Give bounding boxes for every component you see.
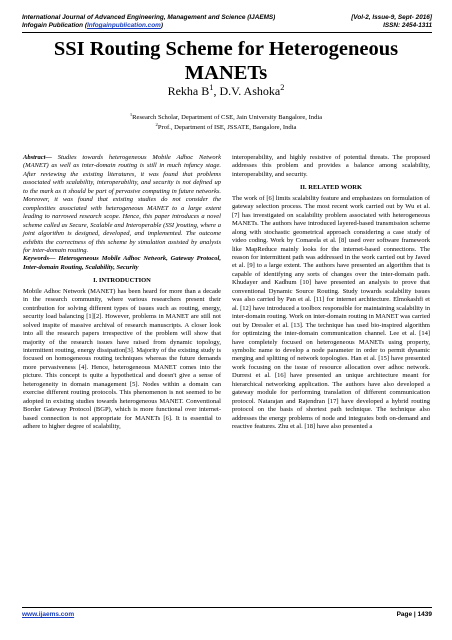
related-work-text: The work of [6] limits scalability feature and emphasizes on formulation of gateway selection process. The most recent work carried out by Wu et al. [7] has investigated on scalability problem associated with heterogeneous MANETs. The authors have introduced layered-based transmission scheme along with stochastic geometrical approach considering a case study of video coding. Work by Comarela et al. [8] used over software framework like MapReduce mainly looks for the internet-based connections. The reason for intermittent path was addressed in the work carried out by Javed et al. [9] to a large extent. The authors have presented an algorithm that is capable of identifying any sorts of changes over the inter-domain path. Khudayer and Kadhum [10] have presented an analysis to prove that conventional Dynamic Source Routing. Study towards scalability issues was also carried by Pan et al. [11] for internet architecture. Elmokashfi et al. [12] have introduced a toolbox responsible for maintaining scalability in inter-domain routing. Work on inter-domain routing in MANET was carried out by Dressler et al. [13]. The technique has used bio-inspired algorithm for optimizing the inter-domain communication channel. Lee et al. [14] have completely focused on heterogeneous MANETs using property, symbolic name to develop a node parameter in order to permit dynamic merging and splitting of network topologies. Han et al. [15] have presented work focusing on the issue of resource allocation over adhoc network. Durresi et al. [16] have presented an unique architecture meant for hierarchical networking application. The authors have also developed a gateway module for performing translation of different communication protocol. Natarajan and Rajendran [17] have developed a hybrid routing protocol on the basis of shortest path technique. The technique also addresses the energy problems of node and integrates both on-demand and reactive features. Zhu et al. [18] have also presented a [232,194,430,431]
introduction-text: Mobile Adhoc Network (MANET) has been heard for more than a decade in the research community, where various researchers present their contribution for solving different types of issues such as routing, energy, security load balancing [1][2]. However, problems in MANET are still not solved inspite of massive archival of research manuscripts. A closer look into all the research papers irrespective of the problem will show that majority of the research issues have raised from dynamic topology, intermittent routing, energy dissipation[3]. Majority of the existing study is focused on homogeneous routing techniques whereas the future demands more pervasiveness [4]. Hence, heterogeneous MANET comes into the picture. This concept is quite a hypothetical and doesn't give a sense of heterogeneity in domain management [5]. Nodes within a domain can exercise different routing protocols. This phenomenon is not seemed to be adopted in existing studies towards heterogeneous MANET. Conventional Border Gateway Protocol (BGP), which is more functional over internet-based connection is not appropriate for MANETs [6]. It is essential to adhere to higher degree of scalability, [23,287,221,431]
author-2-sup: 2 [280,83,285,92]
affiliation-2-sup: 2 [155,121,158,127]
affiliation-1 [40,113,412,122]
issn: ISSN: 2454-1311 [383,22,432,29]
publisher-prefix: Infogain Publication ( [22,22,87,29]
page-number: Page | 1439 [396,611,432,618]
left-column [23,154,221,432]
author-2: D.V. Ashoka [219,84,281,98]
author-1: Rekha B [167,84,210,98]
affiliation-1-text: Research Scholar, Department of CSE, Jain University Bangalore, India [132,114,323,121]
introduction-continued: interoperability, and highly resistive of potential threats. The proposed addresses this problem and provides a balance among scalability, interoperability, and security. [232,154,430,178]
affiliation-2 [40,123,412,132]
abstract-dash: — [45,154,58,161]
author-line [60,84,392,98]
abstract-label: Abstract [23,154,46,161]
abstract [23,154,221,255]
journal-name: International Journal of Advanced Engineering, Management and Science (IJAEMS) [22,14,276,21]
keywords [23,255,221,272]
volume-issue: [Vol-2, Issue-9, Sept- 2016] [351,14,432,21]
header-divider [22,32,432,33]
publisher-suffix: ) [160,22,163,29]
paper-title: SSI Routing Scheme for Heterogeneous MANETs [53,38,399,84]
right-column [232,154,430,432]
section-heading-related-work: II. RELATED WORK [299,184,363,192]
running-header-line1 [22,14,432,22]
footer-url[interactable]: www.ijaems.com [22,611,75,618]
keywords-label: Keywords [23,255,49,263]
keywords-text: — Heterogeneous Mobile Adhoc Network, Gateway Protocol, Inter-domain Routing, Scalability, Security [23,255,221,271]
running-header-line2 [22,22,432,30]
section-heading-introduction: I. INTRODUCTION [93,277,151,285]
affiliation-1-sup: 1 [129,111,133,117]
author-sep: , [213,84,220,98]
affiliation-2-text: Prof., Department of ISE, JSSATE, Bangalore, India [157,124,297,131]
abstract-text: Studies towards heterogeneous Mobile Adhoc Network (MANET) as well as inter-domain routing is still in much infancy stage. After reviewing the existing literatures, it was found that problems associated with scalability, interoperability, and security is not defined up to the mark as it should be part of pervasive computing in future networks. Moreover, it was found that existing studies do not consider the complexities associated with heterogeneous MANET to a large extent leading to narrowed research scope. Hence, this paper introduces a novel scheme called as Secure, Scalable and Interoperable (SSI )routing, where a joint algorithm is designed, developed, and implemented. The outcome exhibits the correctness of this scheme by simulation assisted by analysis for inter-domain routing. [23,154,222,254]
publisher-link[interactable]: Infogainpublication.com [86,22,161,29]
author-1-sup: 1 [209,83,214,92]
footer-divider [22,607,432,608]
